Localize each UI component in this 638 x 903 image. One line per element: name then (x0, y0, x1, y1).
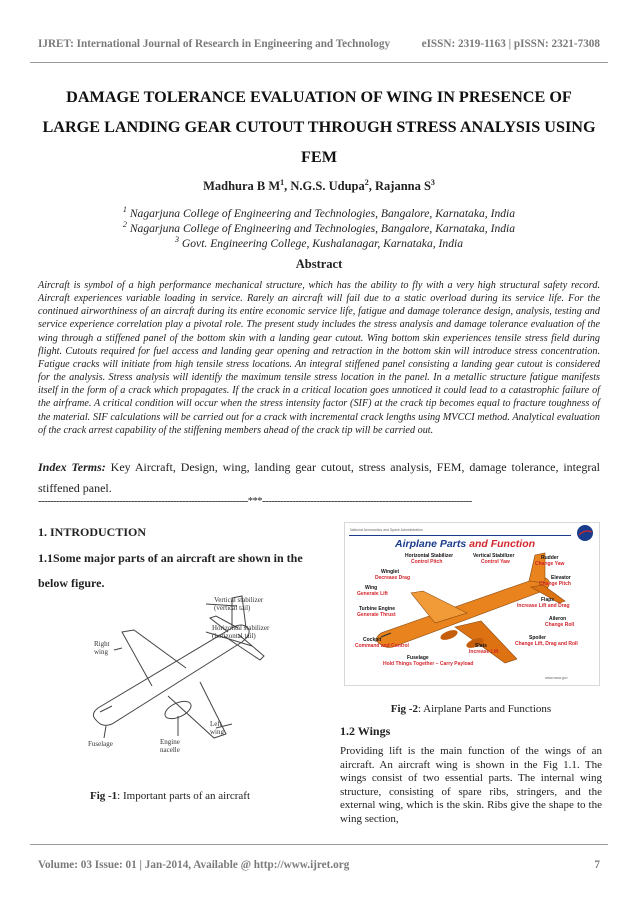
part-label: Aileron (549, 616, 567, 622)
journal-name: IJRET: International Journal of Research in Engineering and Technology (38, 38, 391, 50)
figure-2-caption (340, 703, 602, 715)
function-label: Increase Lift and Drag (517, 603, 570, 609)
function-label: Change Yaw (535, 561, 565, 567)
fig1-label: (horizontal tail) (212, 632, 256, 640)
fig2-title-rule (349, 535, 571, 536)
header-rule (30, 62, 608, 63)
author-sup: 2 (364, 178, 369, 187)
part-label: Vertical Stabilizer (473, 553, 515, 559)
fig2-title: Airplane Parts and Function (395, 538, 536, 550)
nasa-logo-icon (577, 525, 593, 541)
section-separator: ----------------------------------------------------------------------***---------------------------------------------------------------------- (38, 496, 472, 507)
part-label: Winglet (381, 569, 400, 575)
part-label: Wing (365, 585, 378, 591)
affiliation-sup: 1 (122, 205, 127, 214)
fig1-label: Horizontal stabilizer (212, 624, 270, 632)
affiliation-sup: 2 (122, 220, 127, 229)
fig1-caption-text: : Important parts of an aircraft (117, 790, 251, 802)
authors: Madhura B $M^1$, N.G.S. Udupa$^2$, Rajanna $S^3$ (203, 178, 435, 194)
fig2-url: www.nasa.gov (545, 676, 568, 680)
part-label: Rudder (541, 555, 559, 561)
function-label: Control Pitch (411, 559, 443, 565)
part-label: Turbine Engine (359, 606, 396, 612)
function-label: Decrease Drag (375, 575, 411, 581)
part-label: Fuselage (407, 655, 429, 661)
function-label: Change Lift, Drag and Roll (515, 641, 578, 647)
airplane-parts-figure (344, 522, 600, 686)
function-label: Hold Things Together – Carry Payload (383, 661, 474, 667)
affiliation-text: Govt. Engineering College, Kushalanagar, Karnataka, India (181, 236, 464, 250)
affiliation (0, 205, 638, 220)
part-label: Cockpit (363, 637, 382, 643)
affiliation (0, 220, 638, 235)
part-label: Flaps (541, 597, 555, 603)
index-terms (38, 457, 600, 499)
function-label: Increase Lift (469, 649, 499, 655)
author-name: N.G.S. Udupa (290, 179, 365, 194)
fig1-label: Fuselage (88, 740, 113, 748)
subsection-heading: 1.1Some major parts of an aircraft are shown in the below figure. (38, 551, 303, 590)
affiliation-sup: 3 (174, 235, 179, 244)
author-name: Rajanna S (375, 179, 431, 194)
author-name: Madhura B M (203, 179, 281, 194)
aircraft-diagram (82, 588, 278, 756)
fig1-caption-label: Fig -1 (89, 790, 118, 802)
fig1-label: wing (94, 648, 108, 656)
section-heading-wings: 1.2 Wings (340, 724, 391, 738)
figure-1-caption (38, 790, 302, 802)
running-header (38, 38, 600, 50)
function-label: Command and Control (355, 643, 409, 649)
fig1-label: wing (210, 728, 224, 736)
function-label: Generate Thrust (357, 612, 396, 618)
author-sup: 3 (430, 178, 435, 187)
fig2-agency: National Aeronautics and Space Administration (350, 528, 423, 532)
fig1-label: Vertical stabilizer (214, 596, 264, 604)
paper-title: DAMAGE TOLERANCE EVALUATION OF WING IN PRESENCE OF LARGE LANDING GEAR CUTOUT THROUGH STRESS ANALYSIS USING FEM (42, 88, 596, 166)
part-label: Elevator (551, 575, 571, 581)
fig1-label: nacelle (160, 746, 180, 754)
function-label: Change Roll (545, 622, 575, 628)
issn: eISSN: 2319-1163 | pISSN: 2321-7308 (421, 38, 600, 50)
part-label: Spoiler (529, 635, 546, 641)
abstract-heading: Abstract (295, 257, 343, 271)
index-terms-label: Index Terms: (38, 460, 106, 474)
fig1-label: Right (94, 640, 110, 648)
author-sup: 1 (280, 178, 285, 187)
fig2-caption-text: : Airplane Parts and Functions (417, 703, 552, 715)
function-label: Change Pitch (539, 581, 571, 587)
part-label: Horizontal Stabilizer (405, 553, 454, 559)
function-label: Control Yaw (481, 559, 510, 565)
fig1-label: Engine (160, 738, 180, 746)
fig1-label: Left (210, 720, 222, 728)
running-footer (38, 859, 600, 871)
affiliation-text: Nagarjuna College of Engineering and Technologies, Bangalore, Karnataka, India (129, 206, 516, 220)
affiliation-text: Nagarjuna College of Engineering and Technologies, Bangalore, Karnataka, India (129, 221, 516, 235)
index-terms-text: Key Aircraft, Design, wing, landing gear cutout, stress analysis, FEM, damage tolerance, integral stiffened panel. (38, 460, 600, 495)
footer-volume: Volume: 03 Issue: 01 | Jan-2014, Available @ http://www.ijret.org (38, 859, 350, 871)
fig1-label: (vertical tail) (214, 604, 251, 612)
affiliation (0, 235, 638, 250)
function-label: Generate Lift (357, 591, 388, 597)
fig2-caption-label: Fig -2 (390, 703, 418, 715)
wings-paragraph: Providing lift is the main function of the wings of an aircraft. An aircraft wing is shown in the Fig 1.1. The wings consist of two essential parts. The internal wing structure, consisting of spare ribs, stringers, and the external wing, which is the skin. Ribs give the shape to the wing section, (340, 745, 602, 825)
page-number: 7 (594, 859, 600, 871)
abstract-text: Aircraft is symbol of a high performance mechanical structure, which has the ability to fly with a very high structural safety record. Aircraft experiences variable loading in service. Rarely an aircraft will fail due to a static overload during its service life. For the continued airworthiness of an aircraft during its entire economic service life, fatigue and damage tolerance design, analysis, testing and service experience correlation play a pivotal role. The present study includes the stress analysis and damage tolerance evaluation of the wing through a stiffened panel of the bottom skin with a landing gear cutout. Wing bottom skin experiences tensile stress field during flight. Cutouts required for fuel access and landing gear opening and retraction in the bottom skin will introduce stress concentration. Fatigue cracks will initiate from high tensile stress locations. An integral stiffened panel consisting a landing gear cutout is considered for the analysis. Stress analysis will identify the maximum tensile stress location in the panel. In a metallic structure fatigue manifests itself in the form of a crack which propagates. If the crack in a critical location goes unnoticed it could lead to a catastrophic failure of the airframe. A critical condition will occur when the stress intensity factor (SIF) at the crack tip becomes equal to fracture toughness of the material. SIF calculations will be carried out for a crack with incremental crack lengths using MVCCI method. Analytical evaluation of the crack arrest capability of the stiffening members ahead of the crack tip will be carried out. (38, 280, 600, 436)
section-heading-introduction: 1. INTRODUCTION (38, 525, 147, 539)
part-label: Slats (475, 643, 487, 649)
footer-rule (30, 844, 608, 845)
